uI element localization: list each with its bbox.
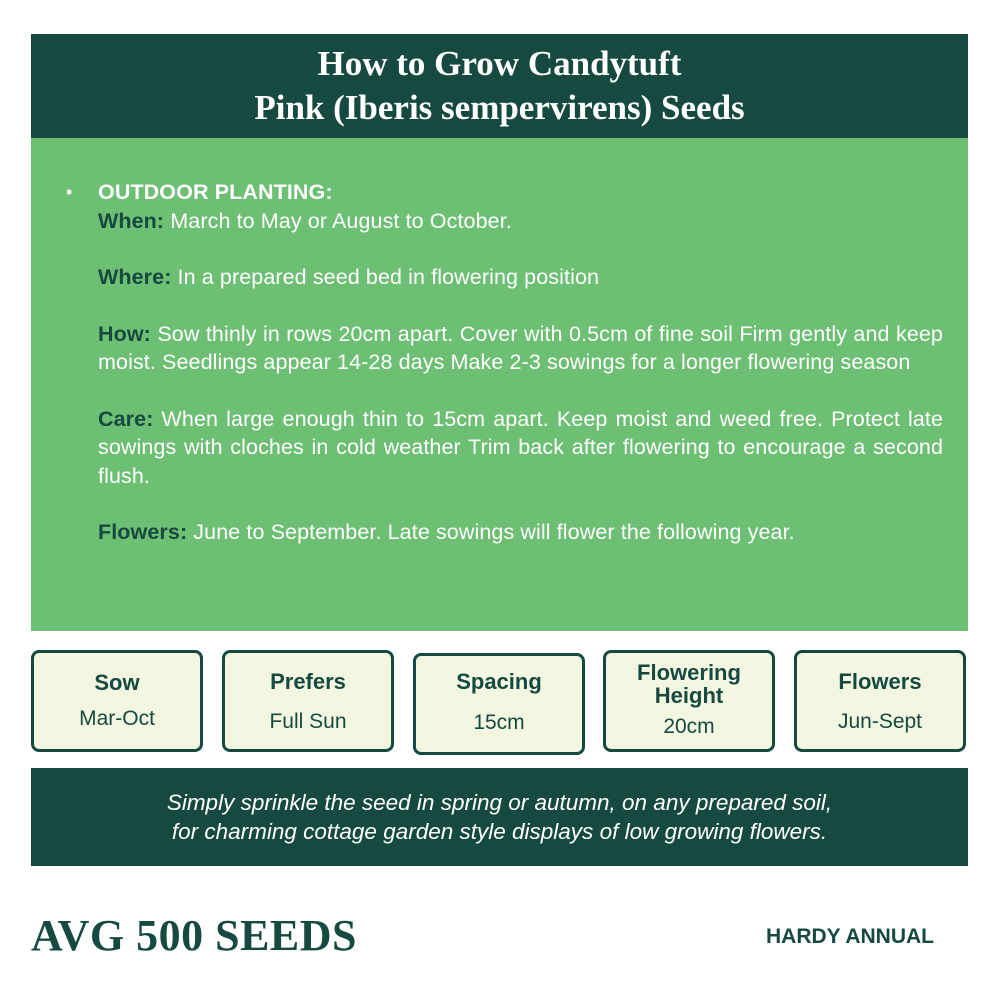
title-line-2: Pink (Iberis sempervirens) Seeds — [254, 88, 745, 127]
tagline-line-2: for charming cottage garden style displays of low growing flowers. — [171, 819, 828, 844]
title-line-1: How to Grow Candytuft — [317, 44, 682, 83]
bullet-icon: • — [66, 182, 73, 202]
instruction-where — [98, 263, 943, 292]
stat-label: Flowers — [838, 669, 922, 694]
outdoor-planting-heading — [66, 178, 943, 207]
instruction-care — [98, 405, 943, 491]
instruction-when — [98, 207, 943, 236]
instruction-flowers — [98, 518, 943, 547]
instruction-label: Care: — [98, 406, 154, 431]
instruction-text: Sow thinly in rows 20cm apart. Cover with 0.5cm of fine soil Firm gently and keep moist. Seedlings appear 14-28 days Make 2-3 sowings for a longer flowering season — [98, 321, 943, 374]
tagline-line-1: Simply sprinkle the seed in spring or autumn, on any prepared soil, — [166, 790, 833, 815]
instruction-label: Where: — [98, 265, 172, 289]
stat-flowering-height — [603, 650, 775, 752]
stat-spacing — [413, 653, 585, 755]
stat-value: Full Sun — [269, 710, 347, 733]
stat-value: 15cm — [473, 711, 525, 734]
planting-instructions-panel — [31, 138, 968, 631]
instruction-text: In a prepared seed bed in flowering position — [177, 265, 600, 289]
stat-value: Jun-Sept — [837, 710, 923, 733]
instruction-text: June to September. Late sowings will flower the following year. — [193, 520, 795, 544]
growing-stats-row — [31, 650, 968, 754]
stat-sow — [31, 650, 203, 752]
stat-flowers — [794, 650, 966, 752]
stat-label: Spacing — [456, 669, 542, 694]
instruction-label: When: — [98, 208, 165, 233]
tagline-banner — [31, 768, 968, 866]
stat-value: Mar-Oct — [79, 707, 155, 730]
stat-label: Sow — [94, 670, 140, 695]
instruction-label: Flowers: — [98, 520, 188, 544]
stat-value: 20cm — [663, 715, 715, 738]
seed-count: AVG 500 SEEDS — [31, 911, 358, 960]
stat-label: Prefers — [270, 669, 346, 694]
stat-label: Flowering Height — [637, 660, 741, 708]
instruction-label: How: — [98, 321, 151, 346]
plant-type-label: HARDY ANNUAL — [766, 925, 934, 948]
planting-list — [98, 207, 943, 547]
stat-prefers — [222, 650, 394, 752]
instruction-how — [98, 320, 943, 377]
instruction-text: When large enough thin to 15cm apart. Keep moist and weed free. Protect late sowings with cloches in cold weather Trim back after flowering to encourage a second flush. — [98, 406, 944, 488]
outdoor-planting-title: OUTDOOR PLANTING: — [98, 180, 333, 204]
title-banner — [31, 34, 968, 138]
instruction-text: March to May or August to October. — [170, 208, 512, 233]
